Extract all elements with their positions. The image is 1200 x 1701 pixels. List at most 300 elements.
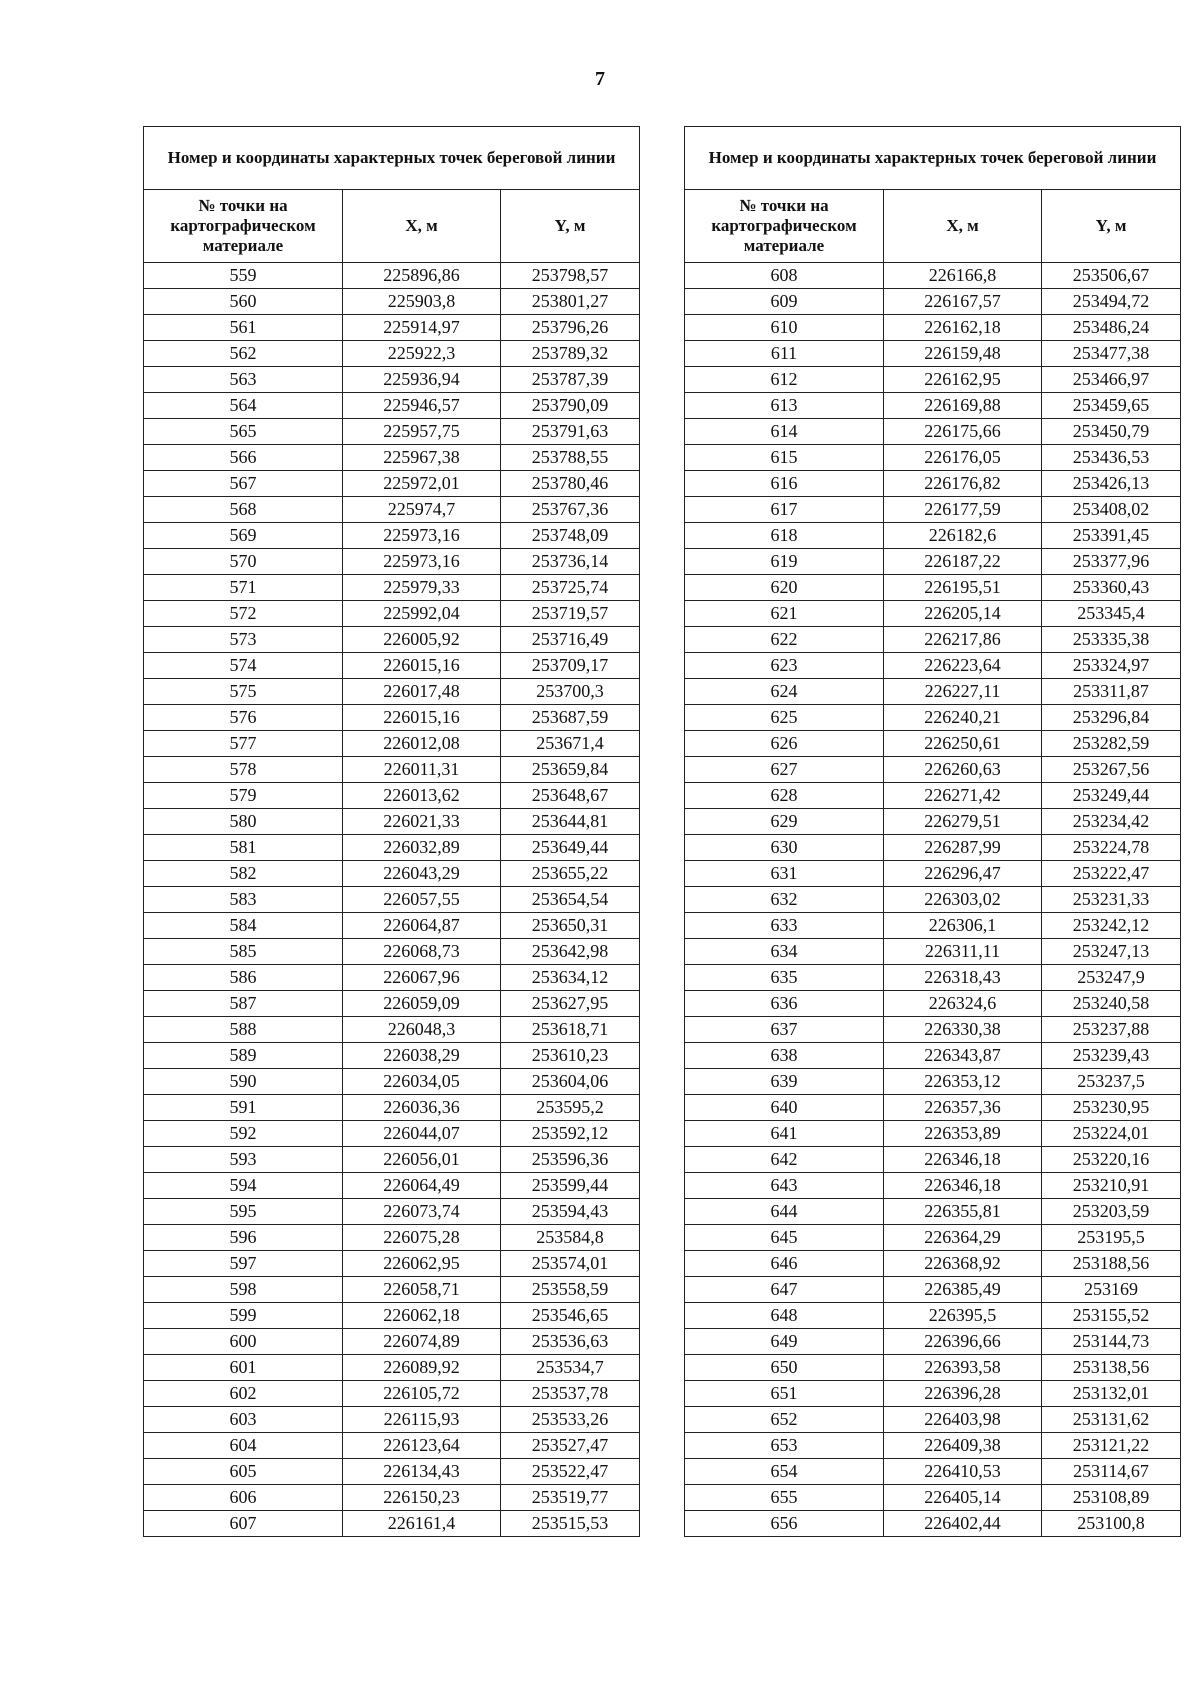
x-coordinate-cell: 226067,96 [343, 965, 501, 991]
point-number-cell: 614 [685, 419, 884, 445]
point-number-cell: 590 [144, 1069, 343, 1095]
point-number-cell: 644 [685, 1199, 884, 1225]
x-coordinate-cell: 226405,14 [884, 1485, 1042, 1511]
y-coordinate-cell: 253596,36 [501, 1147, 640, 1173]
x-coordinate-cell: 226074,89 [343, 1329, 501, 1355]
point-number-cell: 639 [685, 1069, 884, 1095]
point-number-cell: 610 [685, 315, 884, 341]
x-coordinate-cell: 226311,11 [884, 939, 1042, 965]
y-coordinate-cell: 253515,53 [501, 1511, 640, 1537]
y-coordinate-cell: 253335,38 [1042, 627, 1181, 653]
y-coordinate-cell: 253725,74 [501, 575, 640, 601]
point-number-cell: 589 [144, 1043, 343, 1069]
y-coordinate-cell: 253477,38 [1042, 341, 1181, 367]
x-coordinate-cell: 226036,36 [343, 1095, 501, 1121]
x-coordinate-cell: 226064,87 [343, 913, 501, 939]
point-number-cell: 585 [144, 939, 343, 965]
point-number-cell: 649 [685, 1329, 884, 1355]
x-coordinate-cell: 226395,5 [884, 1303, 1042, 1329]
point-number-cell: 583 [144, 887, 343, 913]
x-coordinate-cell: 225946,57 [343, 393, 501, 419]
y-coordinate-cell: 253709,17 [501, 653, 640, 679]
point-number-cell: 647 [685, 1277, 884, 1303]
y-coordinate-cell: 253237,5 [1042, 1069, 1181, 1095]
point-number-cell: 626 [685, 731, 884, 757]
y-coordinate-cell: 253574,01 [501, 1251, 640, 1277]
y-coordinate-cell: 253426,13 [1042, 471, 1181, 497]
y-coordinate-cell: 253239,43 [1042, 1043, 1181, 1069]
point-number-cell: 604 [144, 1433, 343, 1459]
y-coordinate-cell: 253486,24 [1042, 315, 1181, 341]
x-coordinate-cell: 226048,3 [343, 1017, 501, 1043]
x-coordinate-cell: 226217,86 [884, 627, 1042, 653]
table-row [685, 601, 1181, 627]
x-coordinate-cell: 225957,75 [343, 419, 501, 445]
point-number-cell: 609 [685, 289, 884, 315]
x-coordinate-cell: 226062,18 [343, 1303, 501, 1329]
x-coordinate-cell: 226017,48 [343, 679, 501, 705]
x-coordinate-cell: 226038,29 [343, 1043, 501, 1069]
point-number-cell: 628 [685, 783, 884, 809]
y-coordinate-cell: 253650,31 [501, 913, 640, 939]
point-number-cell: 653 [685, 1433, 884, 1459]
y-coordinate-cell: 253247,9 [1042, 965, 1181, 991]
x-coordinate-cell: 225903,8 [343, 289, 501, 315]
point-number-cell: 592 [144, 1121, 343, 1147]
point-number-cell: 627 [685, 757, 884, 783]
column-header-point: № точки на картографическом материале [685, 190, 884, 263]
y-coordinate-cell: 253114,67 [1042, 1459, 1181, 1485]
x-coordinate-cell: 226318,43 [884, 965, 1042, 991]
y-coordinate-cell: 253519,77 [501, 1485, 640, 1511]
table-row [144, 1069, 640, 1095]
y-coordinate-cell: 253537,78 [501, 1381, 640, 1407]
x-coordinate-cell: 226064,49 [343, 1173, 501, 1199]
point-number-cell: 573 [144, 627, 343, 653]
x-coordinate-cell: 225967,38 [343, 445, 501, 471]
point-number-cell: 603 [144, 1407, 343, 1433]
x-coordinate-cell: 226396,28 [884, 1381, 1042, 1407]
point-number-cell: 579 [144, 783, 343, 809]
x-coordinate-cell: 226176,05 [884, 445, 1042, 471]
point-number-cell: 646 [685, 1251, 884, 1277]
table-row [144, 1173, 640, 1199]
table-row [144, 471, 640, 497]
y-coordinate-cell: 253610,23 [501, 1043, 640, 1069]
x-coordinate-cell: 226005,92 [343, 627, 501, 653]
x-coordinate-cell: 226205,14 [884, 601, 1042, 627]
point-number-cell: 656 [685, 1511, 884, 1537]
y-coordinate-cell: 253324,97 [1042, 653, 1181, 679]
column-header-y: Y, м [501, 190, 640, 263]
y-coordinate-cell: 253247,13 [1042, 939, 1181, 965]
x-coordinate-cell: 226011,31 [343, 757, 501, 783]
y-coordinate-cell: 253436,53 [1042, 445, 1181, 471]
table-row [144, 1511, 640, 1537]
y-coordinate-cell: 253377,96 [1042, 549, 1181, 575]
table-row [685, 939, 1181, 965]
coordinates-table-right [684, 126, 1181, 1537]
x-coordinate-cell: 226044,07 [343, 1121, 501, 1147]
table-row [685, 731, 1181, 757]
point-number-cell: 591 [144, 1095, 343, 1121]
y-coordinate-cell: 253599,44 [501, 1173, 640, 1199]
y-coordinate-cell: 253644,81 [501, 809, 640, 835]
x-coordinate-cell: 226353,12 [884, 1069, 1042, 1095]
point-number-cell: 636 [685, 991, 884, 1017]
table-body [685, 263, 1181, 1537]
x-coordinate-cell: 226324,6 [884, 991, 1042, 1017]
point-number-cell: 622 [685, 627, 884, 653]
table-row [685, 1147, 1181, 1173]
point-number-cell: 571 [144, 575, 343, 601]
point-number-cell: 574 [144, 653, 343, 679]
y-coordinate-cell: 253546,65 [501, 1303, 640, 1329]
table-row [685, 315, 1181, 341]
table-row [685, 1173, 1181, 1199]
table-row [144, 341, 640, 367]
table-row [685, 1095, 1181, 1121]
x-coordinate-cell: 226353,89 [884, 1121, 1042, 1147]
table-row [685, 991, 1181, 1017]
point-number-cell: 645 [685, 1225, 884, 1251]
point-number-cell: 562 [144, 341, 343, 367]
x-coordinate-cell: 226409,38 [884, 1433, 1042, 1459]
y-coordinate-cell: 253450,79 [1042, 419, 1181, 445]
point-number-cell: 650 [685, 1355, 884, 1381]
point-number-cell: 568 [144, 497, 343, 523]
point-number-cell: 640 [685, 1095, 884, 1121]
y-coordinate-cell: 253789,32 [501, 341, 640, 367]
table-row [685, 679, 1181, 705]
x-coordinate-cell: 226161,4 [343, 1511, 501, 1537]
x-coordinate-cell: 226271,42 [884, 783, 1042, 809]
table-row [144, 367, 640, 393]
table-row [144, 1355, 640, 1381]
table-row [144, 1459, 640, 1485]
y-coordinate-cell: 253131,62 [1042, 1407, 1181, 1433]
y-coordinate-cell: 253790,09 [501, 393, 640, 419]
point-number-cell: 575 [144, 679, 343, 705]
x-coordinate-cell: 226032,89 [343, 835, 501, 861]
point-number-cell: 601 [144, 1355, 343, 1381]
y-coordinate-cell: 253649,44 [501, 835, 640, 861]
table-row [144, 315, 640, 341]
table-row [144, 1043, 640, 1069]
table-row [144, 549, 640, 575]
table-row [144, 1407, 640, 1433]
x-coordinate-cell: 226223,64 [884, 653, 1042, 679]
x-coordinate-cell: 225914,97 [343, 315, 501, 341]
x-coordinate-cell: 226306,1 [884, 913, 1042, 939]
y-coordinate-cell: 253767,36 [501, 497, 640, 523]
table-row [685, 549, 1181, 575]
table-row [685, 263, 1181, 289]
x-coordinate-cell: 226402,44 [884, 1511, 1042, 1537]
x-coordinate-cell: 225973,16 [343, 549, 501, 575]
x-coordinate-cell: 226410,53 [884, 1459, 1042, 1485]
x-coordinate-cell: 226150,23 [343, 1485, 501, 1511]
point-number-cell: 588 [144, 1017, 343, 1043]
y-coordinate-cell: 253780,46 [501, 471, 640, 497]
point-number-cell: 624 [685, 679, 884, 705]
x-coordinate-cell: 226227,11 [884, 679, 1042, 705]
y-coordinate-cell: 253594,43 [501, 1199, 640, 1225]
point-number-cell: 637 [685, 1017, 884, 1043]
x-coordinate-cell: 226287,99 [884, 835, 1042, 861]
table-row [685, 835, 1181, 861]
table-row [144, 1095, 640, 1121]
table-row [685, 1511, 1181, 1537]
table-row [144, 627, 640, 653]
table-row [685, 419, 1181, 445]
table-row [144, 393, 640, 419]
point-number-cell: 613 [685, 393, 884, 419]
table-row [685, 1069, 1181, 1095]
y-coordinate-cell: 253700,3 [501, 679, 640, 705]
column-header-y: Y, м [1042, 190, 1181, 263]
table-row [685, 809, 1181, 835]
y-coordinate-cell: 253787,39 [501, 367, 640, 393]
table-row [685, 913, 1181, 939]
table-row [685, 445, 1181, 471]
table-row [144, 1485, 640, 1511]
x-coordinate-cell: 226346,18 [884, 1147, 1042, 1173]
y-coordinate-cell: 253237,88 [1042, 1017, 1181, 1043]
table-row [144, 939, 640, 965]
point-number-cell: 608 [685, 263, 884, 289]
point-number-cell: 607 [144, 1511, 343, 1537]
point-number-cell: 606 [144, 1485, 343, 1511]
y-coordinate-cell: 253796,26 [501, 315, 640, 341]
point-number-cell: 634 [685, 939, 884, 965]
y-coordinate-cell: 253801,27 [501, 289, 640, 315]
x-coordinate-cell: 226357,36 [884, 1095, 1042, 1121]
table-row [685, 1121, 1181, 1147]
x-coordinate-cell: 226169,88 [884, 393, 1042, 419]
point-number-cell: 595 [144, 1199, 343, 1225]
point-number-cell: 587 [144, 991, 343, 1017]
point-number-cell: 654 [685, 1459, 884, 1485]
table-row [144, 497, 640, 523]
point-number-cell: 569 [144, 523, 343, 549]
x-coordinate-cell: 226167,57 [884, 289, 1042, 315]
x-coordinate-cell: 226240,21 [884, 705, 1042, 731]
point-number-cell: 623 [685, 653, 884, 679]
table-row [144, 601, 640, 627]
point-number-cell: 642 [685, 1147, 884, 1173]
table-row [685, 497, 1181, 523]
y-coordinate-cell: 253249,44 [1042, 783, 1181, 809]
x-coordinate-cell: 226105,72 [343, 1381, 501, 1407]
y-coordinate-cell: 253506,67 [1042, 263, 1181, 289]
y-coordinate-cell: 253296,84 [1042, 705, 1181, 731]
x-coordinate-cell: 225936,94 [343, 367, 501, 393]
x-coordinate-cell: 225972,01 [343, 471, 501, 497]
table-row [685, 341, 1181, 367]
x-coordinate-cell: 226250,61 [884, 731, 1042, 757]
table-row [144, 835, 640, 861]
point-number-cell: 599 [144, 1303, 343, 1329]
table-row [144, 679, 640, 705]
table-body [144, 263, 640, 1537]
x-coordinate-cell: 226015,16 [343, 653, 501, 679]
table-row [685, 783, 1181, 809]
x-coordinate-cell: 226056,01 [343, 1147, 501, 1173]
x-coordinate-cell: 226182,6 [884, 523, 1042, 549]
point-number-cell: 617 [685, 497, 884, 523]
x-coordinate-cell: 226195,51 [884, 575, 1042, 601]
x-coordinate-cell: 226162,18 [884, 315, 1042, 341]
x-coordinate-cell: 226175,66 [884, 419, 1042, 445]
point-number-cell: 615 [685, 445, 884, 471]
x-coordinate-cell: 226089,92 [343, 1355, 501, 1381]
table-row [685, 1017, 1181, 1043]
table-row [144, 913, 640, 939]
y-coordinate-cell: 253138,56 [1042, 1355, 1181, 1381]
y-coordinate-cell: 253604,06 [501, 1069, 640, 1095]
table-row [144, 1017, 640, 1043]
point-number-cell: 581 [144, 835, 343, 861]
table-row [144, 1381, 640, 1407]
x-coordinate-cell: 226403,98 [884, 1407, 1042, 1433]
table-row [144, 1147, 640, 1173]
x-coordinate-cell: 226330,38 [884, 1017, 1042, 1043]
table-row [144, 1329, 640, 1355]
x-coordinate-cell: 226013,62 [343, 783, 501, 809]
x-coordinate-cell: 225896,86 [343, 263, 501, 289]
x-coordinate-cell: 226021,33 [343, 809, 501, 835]
x-coordinate-cell: 225922,3 [343, 341, 501, 367]
y-coordinate-cell: 253736,14 [501, 549, 640, 575]
table-row [685, 1303, 1181, 1329]
table-row [144, 1199, 640, 1225]
table-row [685, 1485, 1181, 1511]
table-title: Номер и координаты характерных точек береговой линии [144, 127, 640, 190]
y-coordinate-cell: 253345,4 [1042, 601, 1181, 627]
x-coordinate-cell: 226177,59 [884, 497, 1042, 523]
table-row [144, 1433, 640, 1459]
point-number-cell: 602 [144, 1381, 343, 1407]
point-number-cell: 652 [685, 1407, 884, 1433]
table-row [685, 887, 1181, 913]
x-coordinate-cell: 226355,81 [884, 1199, 1042, 1225]
point-number-cell: 594 [144, 1173, 343, 1199]
point-number-cell: 655 [685, 1485, 884, 1511]
point-number-cell: 561 [144, 315, 343, 341]
y-coordinate-cell: 253240,58 [1042, 991, 1181, 1017]
y-coordinate-cell: 253267,56 [1042, 757, 1181, 783]
point-number-cell: 578 [144, 757, 343, 783]
table-row [144, 445, 640, 471]
y-coordinate-cell: 253527,47 [501, 1433, 640, 1459]
y-coordinate-cell: 253210,91 [1042, 1173, 1181, 1199]
table-row [144, 1303, 640, 1329]
x-coordinate-cell: 226346,18 [884, 1173, 1042, 1199]
point-number-cell: 596 [144, 1225, 343, 1251]
table-row [144, 653, 640, 679]
point-number-cell: 567 [144, 471, 343, 497]
table-row [144, 289, 640, 315]
x-coordinate-cell: 226062,95 [343, 1251, 501, 1277]
table-row [685, 653, 1181, 679]
y-coordinate-cell: 253536,63 [501, 1329, 640, 1355]
y-coordinate-cell: 253408,02 [1042, 497, 1181, 523]
x-coordinate-cell: 226279,51 [884, 809, 1042, 835]
x-coordinate-cell: 226166,8 [884, 263, 1042, 289]
table-row [685, 757, 1181, 783]
point-number-cell: 564 [144, 393, 343, 419]
x-coordinate-cell: 226187,22 [884, 549, 1042, 575]
table-row [685, 1459, 1181, 1485]
y-coordinate-cell: 253534,7 [501, 1355, 640, 1381]
x-coordinate-cell: 226015,16 [343, 705, 501, 731]
x-coordinate-cell: 226073,74 [343, 1199, 501, 1225]
x-coordinate-cell: 226296,47 [884, 861, 1042, 887]
y-coordinate-cell: 253634,12 [501, 965, 640, 991]
point-number-cell: 641 [685, 1121, 884, 1147]
x-coordinate-cell: 226303,02 [884, 887, 1042, 913]
table-title: Номер и координаты характерных точек береговой линии [685, 127, 1181, 190]
point-number-cell: 631 [685, 861, 884, 887]
y-coordinate-cell: 253716,49 [501, 627, 640, 653]
point-number-cell: 625 [685, 705, 884, 731]
table-row [685, 367, 1181, 393]
y-coordinate-cell: 253642,98 [501, 939, 640, 965]
table-row [144, 809, 640, 835]
y-coordinate-cell: 253121,22 [1042, 1433, 1181, 1459]
table-row [144, 1251, 640, 1277]
x-coordinate-cell: 226393,58 [884, 1355, 1042, 1381]
point-number-cell: 597 [144, 1251, 343, 1277]
y-coordinate-cell: 253788,55 [501, 445, 640, 471]
point-number-cell: 648 [685, 1303, 884, 1329]
point-number-cell: 600 [144, 1329, 343, 1355]
y-coordinate-cell: 253671,4 [501, 731, 640, 757]
table-row [685, 523, 1181, 549]
point-number-cell: 559 [144, 263, 343, 289]
table-row [685, 1225, 1181, 1251]
point-number-cell: 616 [685, 471, 884, 497]
table-row [144, 965, 640, 991]
x-coordinate-cell: 226159,48 [884, 341, 1042, 367]
x-coordinate-cell: 226134,43 [343, 1459, 501, 1485]
x-coordinate-cell: 225974,7 [343, 497, 501, 523]
point-number-cell: 563 [144, 367, 343, 393]
point-number-cell: 632 [685, 887, 884, 913]
table-row [685, 471, 1181, 497]
point-number-cell: 619 [685, 549, 884, 575]
table-row [144, 783, 640, 809]
table-row [685, 861, 1181, 887]
point-number-cell: 584 [144, 913, 343, 939]
point-number-cell: 577 [144, 731, 343, 757]
x-coordinate-cell: 226364,29 [884, 1225, 1042, 1251]
x-coordinate-cell: 226058,71 [343, 1277, 501, 1303]
y-coordinate-cell: 253618,71 [501, 1017, 640, 1043]
page-number: 7 [595, 68, 605, 90]
point-number-cell: 620 [685, 575, 884, 601]
x-coordinate-cell: 226034,05 [343, 1069, 501, 1095]
y-coordinate-cell: 253687,59 [501, 705, 640, 731]
column-header-x: X, м [343, 190, 501, 263]
table-row [144, 523, 640, 549]
point-number-cell: 635 [685, 965, 884, 991]
point-number-cell: 593 [144, 1147, 343, 1173]
point-number-cell: 633 [685, 913, 884, 939]
table-row [144, 887, 640, 913]
table-row [144, 705, 640, 731]
